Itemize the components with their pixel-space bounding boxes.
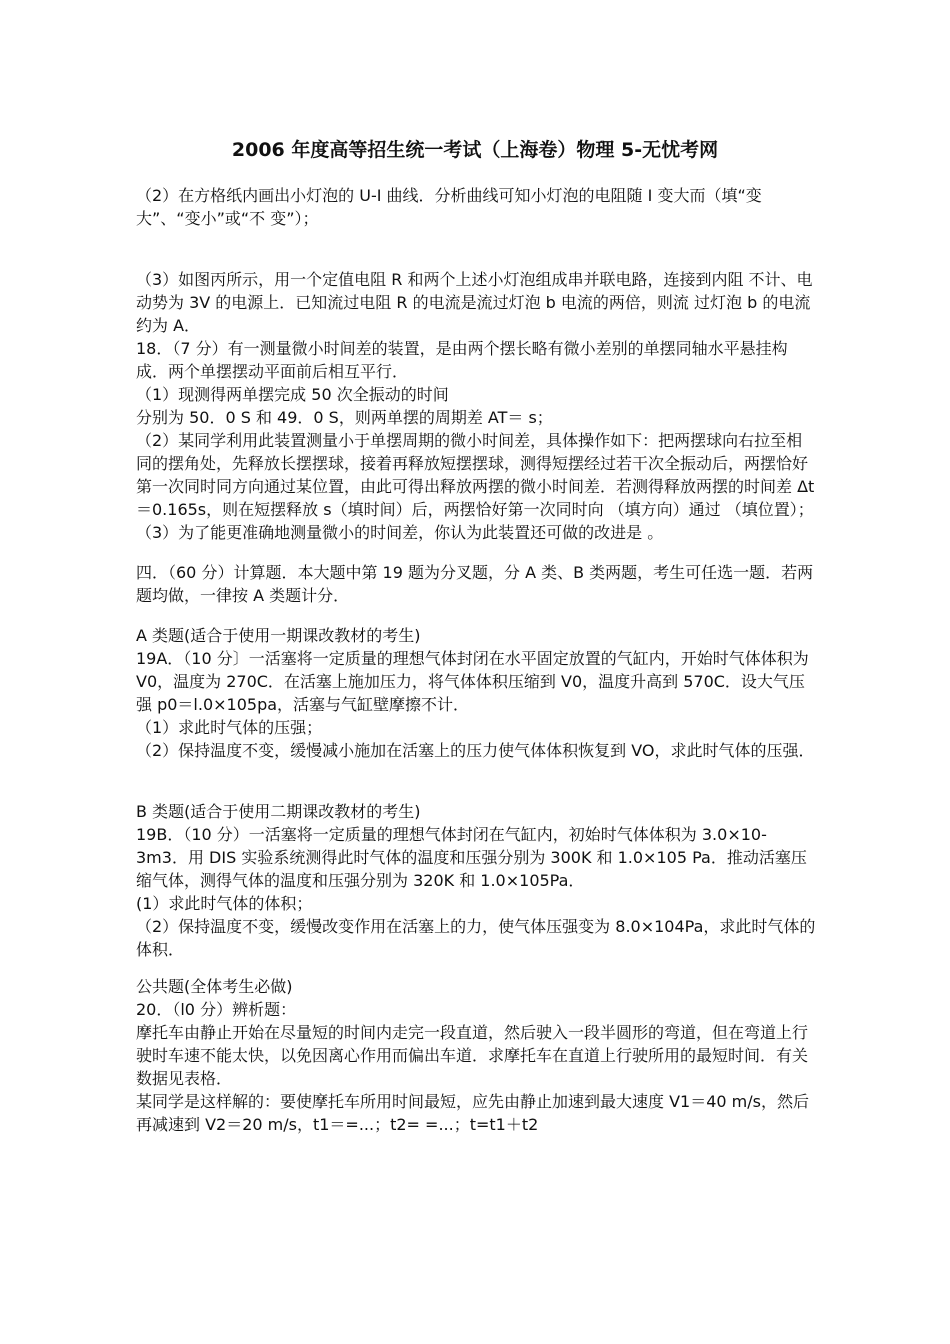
- q18-part2: （2）某同学利用此装置测量小于单摆周期的微小时间差，具体操作如下：把两摆球向右拉至相同的摆角处，先释放长摆摆球，接着再释放短摆摆球，测得短摆经过若干次全振动后，两摆恰好第一次同时同方向通过某位置，由此可得出释放两摆的微小时间差．若测得释放两摆的时间差 Δt＝0.165s，则在短摆释放 s（填时间）后，两摆恰好第一次同时向 （填方向）通过 （填位置）；: [136, 431, 815, 519]
- q17-part3: （3）如图丙所示，用一个定值电阻 R 和两个上述小灯泡组成串并联电路，连接到内阻 不计、电动势为 3V 的电源上．已知流过电阻 R 的电流是流过灯泡 b 电流的两倍，则流 过灯泡 b 的电流约为 A．: [136, 270, 813, 335]
- spacer: [136, 544, 816, 561]
- q19b-intro: 19B．（10 分）一活塞将一定质量的理想气体封闭在气缸内，初始时气体体积为 3.0×10-3m3．用 DIS 实验系统测得此时气体的温度和压强分别为 300K 和 1.0×105 Pa．推动活塞压缩气体，测得气体的温度和压强分别为 320K 和 1.0×105Pa．: [136, 825, 807, 890]
- q18-part1b: 分别为 50．0 S 和 49．0 S，则两单摆的周期差 AT＝ s；: [136, 408, 553, 427]
- q19b-category: B 类题(适合于使用二期课改教材的考生): [136, 802, 421, 821]
- q19a-part2: （2）保持温度不变，缓慢减小施加在活塞上的压力使气体体积恢复到 VO，求此时气体的压强．: [136, 741, 815, 760]
- spacer: [136, 230, 816, 268]
- q20-problem: 摩托车由静止开始在尽量短的时间内走完一段直道，然后驶入一段半圆形的弯道，但在弯道上行驶时车速不能太快，以免因离心作用而偏出车道．求摩托车在直道上行驶所用的最短时间．有关数据见表格．: [136, 1023, 809, 1088]
- section4-heading: 四．（60 分）计算题．本大题中第 19 题为分叉题，分 A 类、B 类两题，考生可任选一题．若两题均做，一律按 A 类题计分．: [136, 563, 814, 605]
- q20-intro: 20．（l0 分）辨析题：: [136, 1000, 297, 1019]
- q18-part3: （3）为了能更准确地测量微小的时间差，你认为此装置还可做的改进是 。: [136, 523, 664, 542]
- q20-category: 公共题(全体考生必做): [136, 977, 293, 996]
- document-title: 2006 年度高等招生统一考试（上海卷）物理 5-无忧考网: [231, 139, 719, 161]
- q18-intro: 18．（7 分）有一测量微小时间差的装置，是由两个摆长略有微小差别的单摆同轴水平悬挂构成．两个单摆摆动平面前后相互平行．: [136, 339, 788, 381]
- q19a-category: A 类题(适合于使用一期课改教材的考生): [136, 626, 421, 645]
- q19a-intro: 19A．（10 分〕一活塞将一定质量的理想气体封闭在水平固定放置的气缸内，开始时气体体积为 V0，温度为 270C．在活塞上施加压力，将气体体积压缩到 V0，温度升高到 570C．设大气压强 p0＝l.0×105pa，活塞与气缸壁摩擦不计．: [136, 649, 809, 714]
- spacer: [136, 762, 816, 800]
- spacer: [136, 607, 816, 624]
- q19a-part1: （1）求此时气体的压强；: [136, 718, 323, 737]
- q19b-part2: （2）保持温度不变，缓慢改变作用在活塞上的力，使气体压强变为 8.0×104Pa，求此时气体的体积．: [136, 917, 816, 959]
- q18-part1a: （1）现测得两单摆完成 50 次全振动的时间: [136, 385, 449, 404]
- q19b-part1: (1）求此时气体的体积；: [136, 894, 313, 913]
- q17-part2: （2）在方格纸内画出小灯泡的 U-I 曲线．分析曲线可知小灯泡的电阻随 I 变大而（填“变大”、“变小”或“不 变”）；: [136, 186, 762, 228]
- document-body: [136, 184, 816, 1136]
- spacer: [136, 961, 816, 975]
- q20-solution: 某同学是这样解的：要使摩托车所用时间最短，应先由静止加速到最大速度 V1＝40 m/s，然后再减速到 V2＝20 m/s，t1＝=...；t2= =...；t=t1＋t2: [136, 1092, 809, 1134]
